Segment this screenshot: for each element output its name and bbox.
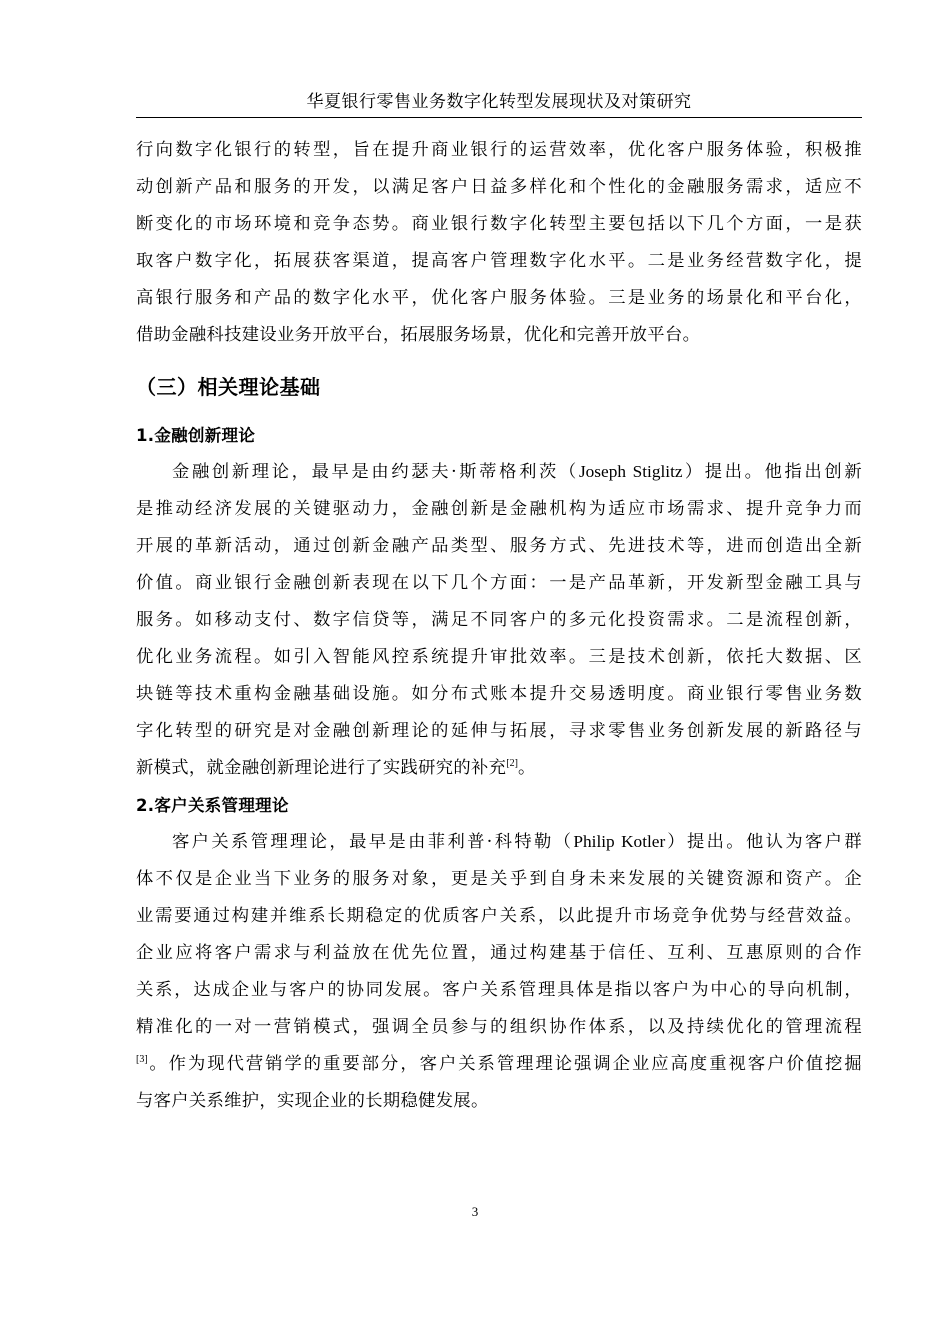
running-header: 华夏银行零售业务数字化转型发展现状及对策研究 bbox=[306, 92, 692, 112]
body-text-line: 与客户关系维护，实现企业的长期稳健发展。 bbox=[136, 1091, 489, 1111]
text-run: ）提出。他认为客户群 bbox=[665, 832, 862, 852]
body-text-line bbox=[172, 830, 862, 854]
subsection-heading-crm: 2.客户关系管理理论 bbox=[136, 796, 289, 815]
text-run: 。 bbox=[517, 758, 536, 778]
body-text-line: 断变化的市场环境和竞争态势。商业银行数字化转型主要包括以下几个方面，一是获 bbox=[136, 214, 862, 234]
person-name: Joseph Stiglitz bbox=[578, 462, 683, 481]
section-heading: （三）相关理论基础 bbox=[136, 375, 321, 399]
body-text-line: 高银行服务和产品的数字化水平，优化客户服务体验。三是业务的场景化和平台化， bbox=[136, 288, 862, 308]
body-text-line: 行向数字化银行的转型，旨在提升商业银行的运营效率，优化客户服务体验，积极推 bbox=[136, 140, 862, 160]
citation-ref[interactable]: [3] bbox=[136, 1054, 148, 1065]
person-name: Philip Kotler bbox=[573, 832, 666, 851]
body-text-line: 体不仅是企业当下业务的服务对象，更是关乎到自身未来发展的关键资源和资产。企 bbox=[136, 869, 862, 889]
header-rule bbox=[136, 117, 862, 118]
body-text-line: 开展的革新活动，通过创新金融产品类型、服务方式、先进技术等，进而创造出全新 bbox=[136, 536, 862, 556]
body-text-line: 企业应将客户需求与利益放在优先位置，通过构建基于信任、互利、互惠原则的合作 bbox=[136, 943, 862, 963]
text-run: 。作为现代营销学的重要部分，客户关系管理理论强调企业应高度重视客户价值挖掘 bbox=[147, 1054, 862, 1074]
body-text-line: 取客户数字化，拓展获客渠道，提高客户管理数字化水平。二是业务经营数字化，提 bbox=[136, 251, 862, 271]
body-text-line: 动创新产品和服务的开发，以满足客户日益多样化和个性化的金融服务需求，适应不 bbox=[136, 177, 862, 197]
body-text-line: 借助金融科技建设业务开放平台，拓展服务场景，优化和完善开放平台。 bbox=[136, 325, 701, 345]
body-text-line: 是推动经济发展的关键驱动力，金融创新是金融机构为适应市场需求、提升竞争力而 bbox=[136, 499, 862, 519]
body-text-line: 服务。如移动支付、数字信贷等，满足不同客户的多元化投资需求。二是流程创新， bbox=[136, 610, 862, 630]
body-text-line: 块链等技术重构金融基础设施。如分布式账本提升交易透明度。商业银行零售业务数 bbox=[136, 684, 862, 704]
text-run: ）提出。他指出创新 bbox=[682, 462, 862, 482]
page-number: 3 bbox=[471, 1204, 479, 1219]
body-text-line: 优化业务流程。如引入智能风控系统提升审批效率。三是技术创新，依托大数据、区 bbox=[136, 647, 862, 667]
body-text-line bbox=[136, 1052, 862, 1076]
citation-ref[interactable]: [2] bbox=[506, 758, 518, 769]
body-text-line: 字化转型的研究是对金融创新理论的延伸与拓展，寻求零售业务创新发展的新路径与 bbox=[136, 721, 862, 741]
text-run: 金融创新理论，最早是由约瑟夫·斯蒂格利茨（ bbox=[172, 462, 579, 482]
text-run: 新模式，就金融创新理论进行了实践研究的补充 bbox=[136, 758, 507, 778]
body-text-line: 价值。商业银行金融创新表现在以下几个方面：一是产品革新，开发新型金融工具与 bbox=[136, 573, 862, 593]
body-text-line bbox=[136, 756, 862, 780]
body-text-line: 关系，达成企业与客户的协同发展。客户关系管理具体是指以客户为中心的导向机制， bbox=[136, 980, 862, 1000]
text-run: 客户关系管理理论，最早是由菲利普·科特勒（ bbox=[172, 832, 574, 852]
body-text-line bbox=[172, 460, 862, 484]
subsection-heading-financial-innovation: 1.金融创新理论 bbox=[136, 426, 256, 445]
body-text-line: 精准化的一对一营销模式，强调全员参与的组织协作体系，以及持续优化的管理流程 bbox=[136, 1017, 862, 1037]
body-text-line: 业需要通过构建并维系长期稳定的优质客户关系，以此提升市场竞争优势与经营效益。 bbox=[136, 906, 862, 926]
